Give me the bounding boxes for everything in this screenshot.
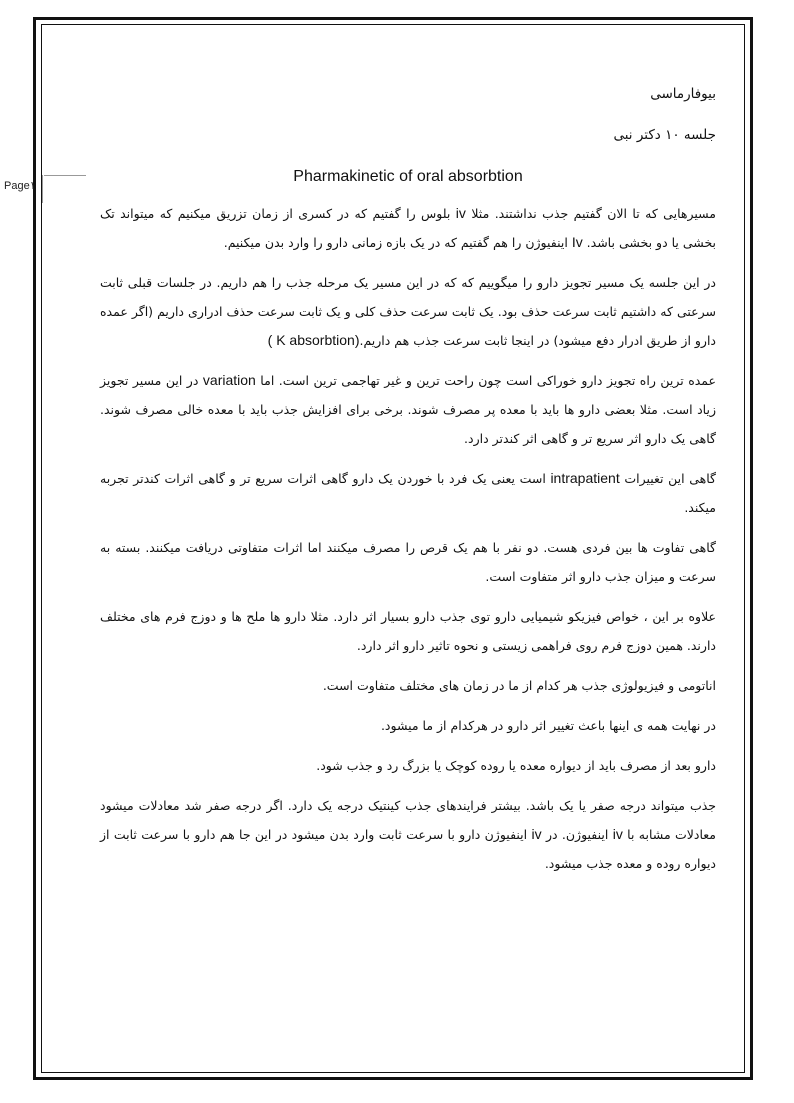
paragraph-4	[100, 464, 716, 522]
document-body	[100, 80, 716, 889]
page-number-label: Page١	[4, 180, 36, 192]
paragraph-1-text-c: اینفیوژن را هم گفتیم که در یک بازه زمانی دارو را وارد بدن میکنیم.	[223, 235, 572, 250]
paragraph-2-text: در این جلسه یک مسیر تجویز دارو را میگوییم که که در این مسیر یک مرحله جذب را هم داریم. در جلسات قبلی ثابت سرعتی که داشتیم ثابت سرعت حذف بود. یک ثابت سرعت حذف کلی و یک ثابت سرعت حذف ادراری داریم (اگر عمده دارو از طریق ادرار دفع میشود) در اینجا ثابت سرعت جذب هم داریم.	[100, 275, 716, 348]
paragraph-10-term-iv-2: iv	[531, 826, 542, 842]
paragraph-1-text-b: بلوس را گفتیم که در کسری از زمان تزریق میکنیم که میتواند تک بخشی یا دو بخشی باشد.	[100, 206, 716, 250]
document-title: Pharmakinetic of oral absorbtion	[293, 168, 523, 185]
paragraph-10-text-c: اینفیوژن دارو با سرعت ثابت وارد بدن میشود در این جا هم دارو با سرعت ثابت از دیواره روده و معده جذب میشود.	[100, 827, 716, 871]
paragraph-8: در نهایت همه ی اینها باعث تغییر اثر دارو در هرکدام از ما میشود.	[380, 718, 716, 733]
paragraph-3	[100, 366, 716, 453]
paragraph-3-term-variation: variation	[202, 372, 256, 388]
paragraph-1-text-a: مسیرهایی که تا الان گفتیم جذب نداشتند. مثلا	[465, 206, 717, 221]
paragraph-4-text-a: گاهی این تغییرات	[619, 471, 716, 486]
paragraph-9: دارو بعد از مصرف باید از دیواره معده یا روده کوچک یا بزرگ رد و جذب شود.	[316, 758, 716, 773]
paragraph-4-term-intrapatient: intrapatient	[550, 470, 620, 486]
paragraph-10-text-a: جذب میتواند درجه صفر یا یک باشد. بیشتر فرایندهای جذب کینتیک درجه یک دارد. اگر درجه صفر شد معادلات میشود معادلات مشابه با	[100, 798, 716, 842]
course-title: بیوفارماسی	[650, 86, 716, 102]
paragraph-3-text-b: در این مسیر تجویز زیاد است. مثلا بعضی دارو ها باید با معده پر مصرف شوند. برخی برای افزایش جذب باید با معده خالی مصرف شوند. گاهی یک دارو اثر سریع تر و گاهی اثر کندتر دارد.	[100, 373, 716, 446]
page-tab-top-rule	[44, 175, 86, 176]
paragraph-2-term-k-absorbtion: (K absorbtion )	[267, 332, 360, 348]
paragraph-10-text-b: اینفیوژن. در	[541, 827, 613, 842]
paragraph-3-text-a: عمده ترین راه تجویز دارو خوراکی است چون راحت ترین و غیر تهاجمی ترین است. اما	[255, 373, 716, 388]
paragraph-4-text-b: است یعنی یک فرد با خوردن یک دارو گاهی اثرات سریع تر و گاهی اثرات کندتر تجربه میکند.	[100, 471, 716, 515]
paragraph-1-term-iv-2: Iv	[571, 234, 583, 250]
paragraph-6: علاوه بر این ، خواص فیزیکو شیمیایی دارو توی جذب دارو بسیار اثر دارد. مثلا دارو ها ملح ها و دوزج فرم های مختلف دارند. همین دوزج فرم روی فراهمی زیستی و نحوه تاثیر دارو اثر دارد.	[100, 609, 716, 653]
paragraph-1	[100, 199, 716, 257]
page-number-tab	[0, 175, 86, 203]
paragraph-1-term-iv: iv	[455, 205, 466, 221]
paragraph-7: اناتومی و فیزیولوژی جذب هر کدام از ما در زمان های مختلف متفاوت است.	[322, 678, 716, 693]
paragraph-10-term-iv: iv	[612, 826, 623, 842]
paragraph-10	[100, 791, 716, 878]
session-line: جلسه ۱۰ دکتر نبی	[613, 127, 716, 143]
paragraph-5: گاهی تفاوت ها بین فردی هست. دو نفر با هم یک قرص را مصرف میکنند اما اثرات متفاوتی دریافت میکنند. بسته به سرعت و میزان جذب دارو اثر متفاوت است.	[100, 540, 716, 584]
page-tab-side-rule	[42, 175, 43, 203]
paragraph-2	[100, 268, 716, 355]
